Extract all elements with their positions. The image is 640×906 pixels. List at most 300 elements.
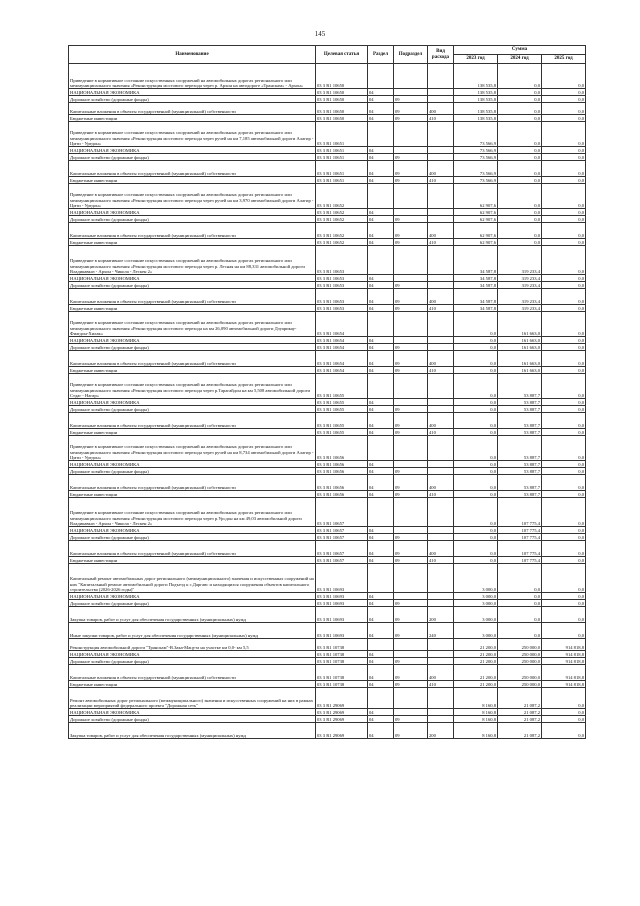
table-row bbox=[69, 406, 586, 413]
cell-name: Приведение в нормативное состояние искусственных сооружений на автомобильных дорогах регионального или межмуниципального значения «Реконструкция мостового перехода на км 26,090 автомобильной дороги Дзуарикау-Фиагдон-Хилак» bbox=[69, 312, 316, 337]
cell-2024: 0,0 bbox=[498, 177, 542, 184]
cell-target-article: 03 3 R1 10652 bbox=[316, 223, 368, 239]
cell-target-article: 03 3 R1 10650 bbox=[316, 96, 368, 103]
cell-2025: 0,0 bbox=[542, 461, 586, 468]
cell-expense-type: 410 bbox=[428, 239, 454, 246]
cell-expense-type bbox=[428, 282, 454, 289]
cell-expense-type bbox=[428, 468, 454, 475]
cell-section: 04 bbox=[368, 413, 394, 429]
cell-2023: 21 200,0 bbox=[454, 681, 498, 688]
cell-section: 04 bbox=[368, 723, 394, 739]
cell-name: Бюджетные инвестиции bbox=[69, 115, 316, 122]
cell-2023: 0,0 bbox=[454, 534, 498, 541]
cell-subsection: 09 bbox=[394, 115, 428, 122]
cell-target-article: 03 3 R1 10693 bbox=[316, 593, 368, 600]
cell-target-article: 03 3 R1 10652 bbox=[316, 209, 368, 216]
cell-name: Закупка товаров, работ и услуг для обеспечения государственных (муниципальных) нужд bbox=[69, 723, 316, 739]
cell-subsection: 09 bbox=[394, 716, 428, 723]
cell-section: 04 bbox=[368, 709, 394, 716]
cell-2024: 250 000,0 bbox=[498, 681, 542, 688]
table-row bbox=[69, 154, 586, 161]
cell-expense-type bbox=[428, 147, 454, 154]
table-row bbox=[69, 623, 586, 639]
cell-2025: 0,0 bbox=[542, 246, 586, 275]
cell-subsection bbox=[394, 89, 428, 96]
cell-expense-type: 410 bbox=[428, 429, 454, 436]
cell-2025: 0,0 bbox=[542, 239, 586, 246]
cell-section: 04 bbox=[368, 223, 394, 239]
cell-expense-type bbox=[428, 600, 454, 607]
cell-target-article: 03 3 R1 10653 bbox=[316, 282, 368, 289]
cell-expense-type: 410 bbox=[428, 115, 454, 122]
cell-target-article: 03 3 R1 10654 bbox=[316, 344, 368, 351]
cell-2023: 0,0 bbox=[454, 312, 498, 337]
cell-target-article: 03 3 R1 10653 bbox=[316, 305, 368, 312]
cell-expense-type: 400 bbox=[428, 475, 454, 491]
cell-2024: 250 000,0 bbox=[498, 665, 542, 681]
cell-name: Капитальные вложения в объекты государственной (муниципальной) собственности bbox=[69, 475, 316, 491]
cell-2024: 0,0 bbox=[498, 89, 542, 96]
cell-2025: 914 818,8 bbox=[542, 665, 586, 681]
cell-subsection: 09 bbox=[394, 665, 428, 681]
cell-expense-type bbox=[428, 564, 454, 593]
cell-name: Капитальные вложения в объекты государственной (муниципальной) собственности bbox=[69, 223, 316, 239]
cell-2024: 107 775,4 bbox=[498, 557, 542, 564]
cell-expense-type bbox=[428, 64, 454, 89]
cell-2024: 0,0 bbox=[498, 209, 542, 216]
cell-target-article: 03 3 R1 10738 bbox=[316, 681, 368, 688]
cell-name: Дорожное хозяйство (дорожные фонды) bbox=[69, 534, 316, 541]
cell-2024: 161 663,0 bbox=[498, 337, 542, 344]
cell-2023: 0,0 bbox=[454, 351, 498, 367]
cell-name: Дорожное хозяйство (дорожные фонды) bbox=[69, 154, 316, 161]
cell-subsection: 09 bbox=[394, 600, 428, 607]
cell-name: Капитальные вложения в объекты государственной (муниципальной) собственности bbox=[69, 665, 316, 681]
cell-target-article: 03 3 R1 10651 bbox=[316, 161, 368, 177]
cell-2025: 0,0 bbox=[542, 399, 586, 406]
cell-subsection: 09 bbox=[394, 223, 428, 239]
cell-expense-type bbox=[428, 344, 454, 351]
cell-section: 04 bbox=[368, 344, 394, 351]
cell-subsection bbox=[394, 461, 428, 468]
cell-2023: 3 000,0 bbox=[454, 600, 498, 607]
cell-subsection: 09 bbox=[394, 413, 428, 429]
cell-name: НАЦИОНАЛЬНАЯ ЭКОНОМИКА bbox=[69, 527, 316, 534]
cell-subsection: 09 bbox=[394, 161, 428, 177]
cell-name: Бюджетные инвестиции bbox=[69, 491, 316, 498]
cell-expense-type bbox=[428, 461, 454, 468]
cell-expense-type bbox=[428, 651, 454, 658]
cell-target-article: 03 3 R1 10654 bbox=[316, 337, 368, 344]
cell-2024: 250 000,0 bbox=[498, 658, 542, 665]
cell-2023: 138 535,8 bbox=[454, 64, 498, 89]
cell-name: Дорожное хозяйство (дорожные фонды) bbox=[69, 96, 316, 103]
cell-2024: 250 000,0 bbox=[498, 639, 542, 651]
cell-section: 04 bbox=[368, 534, 394, 541]
cell-subsection bbox=[394, 209, 428, 216]
table-row bbox=[69, 665, 586, 681]
cell-2023: 34 587,8 bbox=[454, 282, 498, 289]
cell-2024: 0,0 bbox=[498, 154, 542, 161]
cell-2023: 0,0 bbox=[454, 413, 498, 429]
cell-name: Капитальные вложения в объекты государственной (муниципальной) собственности bbox=[69, 161, 316, 177]
cell-section: 04 bbox=[368, 147, 394, 154]
cell-target-article: 03 3 R1 10656 bbox=[316, 468, 368, 475]
cell-2025: 0,0 bbox=[542, 468, 586, 475]
cell-2023: 62 907,6 bbox=[454, 184, 498, 209]
cell-name: Закупка товаров, работ и услуг для обеспечения государственных (муниципальных) нужд bbox=[69, 607, 316, 623]
cell-section: 04 bbox=[368, 681, 394, 688]
cell-subsection: 09 bbox=[394, 103, 428, 115]
cell-2023: 73 566,9 bbox=[454, 147, 498, 154]
cell-name: Дорожное хозяйство (дорожные фонды) bbox=[69, 716, 316, 723]
cell-expense-type bbox=[428, 593, 454, 600]
cell-subsection bbox=[394, 246, 428, 275]
cell-expense-type: 200 bbox=[428, 607, 454, 623]
cell-target-article: 03 3 R1 10654 bbox=[316, 312, 368, 337]
cell-section: 04 bbox=[368, 337, 394, 344]
page-number: 145 bbox=[314, 30, 326, 38]
table-row bbox=[69, 209, 586, 216]
cell-2025: 0,0 bbox=[542, 709, 586, 716]
cell-2024: 0,0 bbox=[498, 623, 542, 639]
cell-target-article: 03 3 R1 10655 bbox=[316, 374, 368, 399]
cell-2024: 0,0 bbox=[498, 223, 542, 239]
cell-target-article: 03 3 R1 10738 bbox=[316, 665, 368, 681]
cell-2023: 73 566,9 bbox=[454, 122, 498, 147]
cell-expense-type: 200 bbox=[428, 723, 454, 739]
cell-2024: 319 233,4 bbox=[498, 282, 542, 289]
cell-2025: 0,0 bbox=[542, 607, 586, 623]
table-row bbox=[69, 374, 586, 399]
cell-2025: 0,0 bbox=[542, 216, 586, 223]
cell-expense-type bbox=[428, 527, 454, 534]
table-row bbox=[69, 337, 586, 344]
cell-target-article: 03 3 R1 10652 bbox=[316, 216, 368, 223]
cell-2023: 73 566,9 bbox=[454, 161, 498, 177]
cell-2024: 161 663,0 bbox=[498, 367, 542, 374]
cell-target-article: 03 3 R1 10693 bbox=[316, 623, 368, 639]
cell-subsection: 09 bbox=[394, 623, 428, 639]
cell-section: 04 bbox=[368, 600, 394, 607]
cell-section: 04 bbox=[368, 651, 394, 658]
table-row bbox=[69, 541, 586, 557]
table-row bbox=[69, 289, 586, 305]
cell-section: 04 bbox=[368, 593, 394, 600]
cell-2023: 34 587,8 bbox=[454, 275, 498, 282]
table-row bbox=[69, 177, 586, 184]
table-row bbox=[69, 461, 586, 468]
cell-2024: 53 887,7 bbox=[498, 429, 542, 436]
cell-subsection: 09 bbox=[394, 154, 428, 161]
cell-2024: 53 887,7 bbox=[498, 475, 542, 491]
cell-expense-type bbox=[428, 658, 454, 665]
cell-2025: 0,0 bbox=[542, 374, 586, 399]
header-section: Раздел bbox=[368, 46, 394, 64]
cell-name: НАЦИОНАЛЬНАЯ ЭКОНОМИКА bbox=[69, 147, 316, 154]
cell-section: 04 bbox=[368, 177, 394, 184]
table-row bbox=[69, 216, 586, 223]
cell-subsection bbox=[394, 688, 428, 709]
cell-name: Иные закупки товаров, работ и услуг для обеспечения государственных (муниципальных) нужд bbox=[69, 623, 316, 639]
table-row bbox=[69, 351, 586, 367]
table-row bbox=[69, 64, 586, 89]
cell-2025: 0,0 bbox=[542, 688, 586, 709]
table-row bbox=[69, 600, 586, 607]
cell-section: 04 bbox=[368, 541, 394, 557]
cell-2023: 138 535,8 bbox=[454, 96, 498, 103]
cell-2025: 0,0 bbox=[542, 96, 586, 103]
table-row bbox=[69, 468, 586, 475]
cell-target-article: 03 3 R1 10656 bbox=[316, 491, 368, 498]
cell-2025: 0,0 bbox=[542, 64, 586, 89]
cell-2025: 0,0 bbox=[542, 429, 586, 436]
cell-2024: 0,0 bbox=[498, 564, 542, 593]
cell-2023: 62 907,6 bbox=[454, 223, 498, 239]
cell-2023: 138 535,8 bbox=[454, 103, 498, 115]
cell-name: Приведение в нормативное состояние искусственных сооружений на автомобильных дорогах регионального или межмуниципального значения «Реконструкция мостового перехода через р.Урсдон на км 49,03 автомобильной дороги Владикавказ - Архон - Чикола - Лескен 2» bbox=[69, 498, 316, 527]
cell-target-article: 03 3 R1 10657 bbox=[316, 541, 368, 557]
cell-name: НАЦИОНАЛЬНАЯ ЭКОНОМИКА bbox=[69, 399, 316, 406]
cell-expense-type bbox=[428, 312, 454, 337]
cell-subsection: 09 bbox=[394, 429, 428, 436]
cell-expense-type: 410 bbox=[428, 491, 454, 498]
cell-2023: 34 587,8 bbox=[454, 289, 498, 305]
cell-section bbox=[368, 122, 394, 147]
cell-name: Бюджетные инвестиции bbox=[69, 429, 316, 436]
cell-subsection bbox=[394, 498, 428, 527]
cell-2025: 914 818,8 bbox=[542, 681, 586, 688]
header-sum: Сумма bbox=[454, 46, 586, 55]
cell-2024: 0,0 bbox=[498, 216, 542, 223]
cell-subsection: 09 bbox=[394, 96, 428, 103]
table-row bbox=[69, 607, 586, 623]
cell-2023: 3 000,0 bbox=[454, 623, 498, 639]
budget-table bbox=[68, 45, 586, 739]
cell-2025: 0,0 bbox=[542, 122, 586, 147]
cell-name: НАЦИОНАЛЬНАЯ ЭКОНОМИКА bbox=[69, 275, 316, 282]
cell-subsection bbox=[394, 184, 428, 209]
cell-2024: 53 887,7 bbox=[498, 468, 542, 475]
cell-name: НАЦИОНАЛЬНАЯ ЭКОНОМИКА bbox=[69, 209, 316, 216]
cell-subsection: 09 bbox=[394, 534, 428, 541]
table-body bbox=[69, 64, 586, 739]
cell-subsection bbox=[394, 64, 428, 89]
cell-name: Капитальный ремонт автомобильных дорог регионального (межмуниципального) значения и искусственных сооружений на них "Капитальный ремонт автомобильной дороги Подъезд к с.Даргавс и находящихся сооружения объектов капитального строительства (2026-2026 годы)" bbox=[69, 564, 316, 593]
cell-target-article: 03 3 R1 10655 bbox=[316, 399, 368, 406]
cell-2023: 0,0 bbox=[454, 475, 498, 491]
cell-name: НАЦИОНАЛЬНАЯ ЭКОНОМИКА bbox=[69, 89, 316, 96]
cell-expense-type bbox=[428, 399, 454, 406]
cell-expense-type bbox=[428, 709, 454, 716]
cell-2025: 914 818,8 bbox=[542, 651, 586, 658]
cell-2023: 8 160,8 bbox=[454, 716, 498, 723]
table-row bbox=[69, 681, 586, 688]
cell-section: 04 bbox=[368, 468, 394, 475]
cell-subsection: 09 bbox=[394, 351, 428, 367]
table-row bbox=[69, 475, 586, 491]
cell-name: Капитальные вложения в объекты государственной (муниципальной) собственности bbox=[69, 351, 316, 367]
cell-target-article: 03 3 R1 10693 bbox=[316, 607, 368, 623]
cell-target-article: 03 3 R1 10655 bbox=[316, 406, 368, 413]
cell-section: 04 bbox=[368, 305, 394, 312]
table-row bbox=[69, 399, 586, 406]
table-row bbox=[69, 527, 586, 534]
cell-target-article: 03 3 R1 29069 bbox=[316, 709, 368, 716]
cell-subsection bbox=[394, 593, 428, 600]
cell-2024: 0,0 bbox=[498, 103, 542, 115]
cell-2025: 0,0 bbox=[542, 305, 586, 312]
cell-2023: 62 907,6 bbox=[454, 239, 498, 246]
cell-2024: 53 887,7 bbox=[498, 399, 542, 406]
cell-name: НАЦИОНАЛЬНАЯ ЭКОНОМИКА bbox=[69, 461, 316, 468]
header-2024: 2024 год bbox=[498, 55, 542, 64]
header-2025: 2025 год bbox=[542, 55, 586, 64]
cell-subsection: 09 bbox=[394, 282, 428, 289]
cell-expense-type bbox=[428, 96, 454, 103]
cell-2024: 0,0 bbox=[498, 161, 542, 177]
cell-expense-type bbox=[428, 716, 454, 723]
cell-name: Дорожное хозяйство (дорожные фонды) bbox=[69, 406, 316, 413]
cell-name: Капитальные вложения в объекты государственной (муниципальной) собственности bbox=[69, 541, 316, 557]
cell-target-article: 03 3 R1 10657 bbox=[316, 557, 368, 564]
cell-target-article: 03 3 R1 10655 bbox=[316, 429, 368, 436]
cell-subsection: 09 bbox=[394, 723, 428, 739]
cell-2023: 0,0 bbox=[454, 374, 498, 399]
cell-subsection: 09 bbox=[394, 177, 428, 184]
cell-2025: 0,0 bbox=[542, 115, 586, 122]
cell-name: Бюджетные инвестиции bbox=[69, 239, 316, 246]
cell-target-article: 03 3 R1 10653 bbox=[316, 275, 368, 282]
cell-expense-type: 400 bbox=[428, 413, 454, 429]
cell-target-article: 03 3 R1 10655 bbox=[316, 413, 368, 429]
cell-2025: 914 818,8 bbox=[542, 658, 586, 665]
cell-section: 04 bbox=[368, 115, 394, 122]
cell-2025: 0,0 bbox=[542, 593, 586, 600]
table-row bbox=[69, 312, 586, 337]
cell-subsection bbox=[394, 374, 428, 399]
table-row bbox=[69, 96, 586, 103]
cell-subsection bbox=[394, 651, 428, 658]
cell-2024: 0,0 bbox=[498, 184, 542, 209]
cell-2023: 0,0 bbox=[454, 491, 498, 498]
cell-expense-type bbox=[428, 688, 454, 709]
cell-name: Приведение в нормативное состояние искусственных сооружений на автомобильных дорогах регионального или межмуниципального значения «Реконструкция мостового перехода через р. Архон на автодороге «Транскам» - Архон» bbox=[69, 64, 316, 89]
table-row bbox=[69, 89, 586, 96]
cell-subsection: 09 bbox=[394, 406, 428, 413]
cell-2023: 0,0 bbox=[454, 461, 498, 468]
table-row bbox=[69, 491, 586, 498]
table-row bbox=[69, 305, 586, 312]
cell-expense-type bbox=[428, 275, 454, 282]
cell-section: 04 bbox=[368, 282, 394, 289]
cell-2025: 0,0 bbox=[542, 161, 586, 177]
cell-name: НАЦИОНАЛЬНАЯ ЭКОНОМИКА bbox=[69, 337, 316, 344]
cell-target-article: 03 3 R1 10657 bbox=[316, 498, 368, 527]
header-name: Наименование bbox=[69, 46, 316, 64]
cell-2024: 53 887,7 bbox=[498, 491, 542, 498]
cell-2024: 21 087,2 bbox=[498, 716, 542, 723]
cell-2024: 107 775,4 bbox=[498, 534, 542, 541]
cell-name: Приведение в нормативное состояние искусственных сооружений на автомобильных дорогах регионального или межмуниципального значения «Реконструкция мостового перехода через ручей на км 7,185 автомобильной дороги Алагир - Цмти - Уредон» bbox=[69, 122, 316, 147]
cell-name: Приведение в нормативное состояние искусственных сооружений на автомобильных дорогах регионального или межмуниципального значения «Реконструкция мостового перехода через ручей на км 8,734 автомобильной дороги Алагир - Цмти - Уредон» bbox=[69, 436, 316, 461]
cell-section: 04 bbox=[368, 623, 394, 639]
cell-name: Бюджетные инвестиции bbox=[69, 305, 316, 312]
cell-expense-type bbox=[428, 209, 454, 216]
table-row bbox=[69, 658, 586, 665]
cell-2025: 0,0 bbox=[542, 600, 586, 607]
cell-section: 04 bbox=[368, 527, 394, 534]
cell-2025: 0,0 bbox=[542, 177, 586, 184]
table-row bbox=[69, 651, 586, 658]
cell-2025: 0,0 bbox=[542, 557, 586, 564]
cell-subsection bbox=[394, 527, 428, 534]
table-row bbox=[69, 429, 586, 436]
cell-target-article: 03 3 R1 10652 bbox=[316, 239, 368, 246]
cell-expense-type: 400 bbox=[428, 351, 454, 367]
cell-section: 04 bbox=[368, 216, 394, 223]
cell-2025: 0,0 bbox=[542, 103, 586, 115]
cell-2024: 0,0 bbox=[498, 593, 542, 600]
cell-subsection: 09 bbox=[394, 607, 428, 623]
cell-2023: 8 160,8 bbox=[454, 723, 498, 739]
cell-expense-type bbox=[428, 406, 454, 413]
table-row bbox=[69, 593, 586, 600]
cell-2024: 0,0 bbox=[498, 115, 542, 122]
cell-subsection bbox=[394, 639, 428, 651]
cell-2023: 34 587,8 bbox=[454, 246, 498, 275]
cell-2023: 0,0 bbox=[454, 399, 498, 406]
cell-2025: 0,0 bbox=[542, 89, 586, 96]
cell-2023: 0,0 bbox=[454, 498, 498, 527]
cell-subsection bbox=[394, 709, 428, 716]
cell-target-article: 03 3 R1 29069 bbox=[316, 723, 368, 739]
cell-2024: 107 775,4 bbox=[498, 541, 542, 557]
cell-name: Приведение в нормативное состояние искусственных сооружений на автомобильных дорогах регионального или межмуниципального значения «Реконструкция мостового перехода через ручей на км 3,970 автомобильной дороги Алагир - Цмти - Уредон» bbox=[69, 184, 316, 209]
cell-expense-type bbox=[428, 498, 454, 527]
cell-subsection: 09 bbox=[394, 658, 428, 665]
cell-2025: 0,0 bbox=[542, 527, 586, 534]
cell-subsection: 09 bbox=[394, 475, 428, 491]
cell-target-article: 03 3 R1 10650 bbox=[316, 89, 368, 96]
cell-expense-type bbox=[428, 534, 454, 541]
cell-2023: 8 160,8 bbox=[454, 709, 498, 716]
header-expense-type: Вид расхода bbox=[428, 46, 454, 64]
cell-section: 04 bbox=[368, 351, 394, 367]
cell-section bbox=[368, 64, 394, 89]
cell-section: 04 bbox=[368, 399, 394, 406]
cell-section: 04 bbox=[368, 557, 394, 564]
cell-subsection bbox=[394, 337, 428, 344]
cell-2024: 0,0 bbox=[498, 239, 542, 246]
cell-subsection bbox=[394, 122, 428, 147]
cell-2024: 53 887,7 bbox=[498, 436, 542, 461]
cell-2024: 319 233,4 bbox=[498, 289, 542, 305]
table-row bbox=[69, 275, 586, 282]
cell-2024: 0,0 bbox=[498, 122, 542, 147]
cell-section bbox=[368, 246, 394, 275]
cell-2024: 319 233,4 bbox=[498, 246, 542, 275]
cell-section: 04 bbox=[368, 161, 394, 177]
table-row bbox=[69, 223, 586, 239]
table-row bbox=[69, 367, 586, 374]
table-row bbox=[69, 639, 586, 651]
table-row bbox=[69, 564, 586, 593]
cell-expense-type bbox=[428, 89, 454, 96]
cell-expense-type: 240 bbox=[428, 623, 454, 639]
cell-name: Бюджетные инвестиции bbox=[69, 557, 316, 564]
cell-section: 04 bbox=[368, 461, 394, 468]
